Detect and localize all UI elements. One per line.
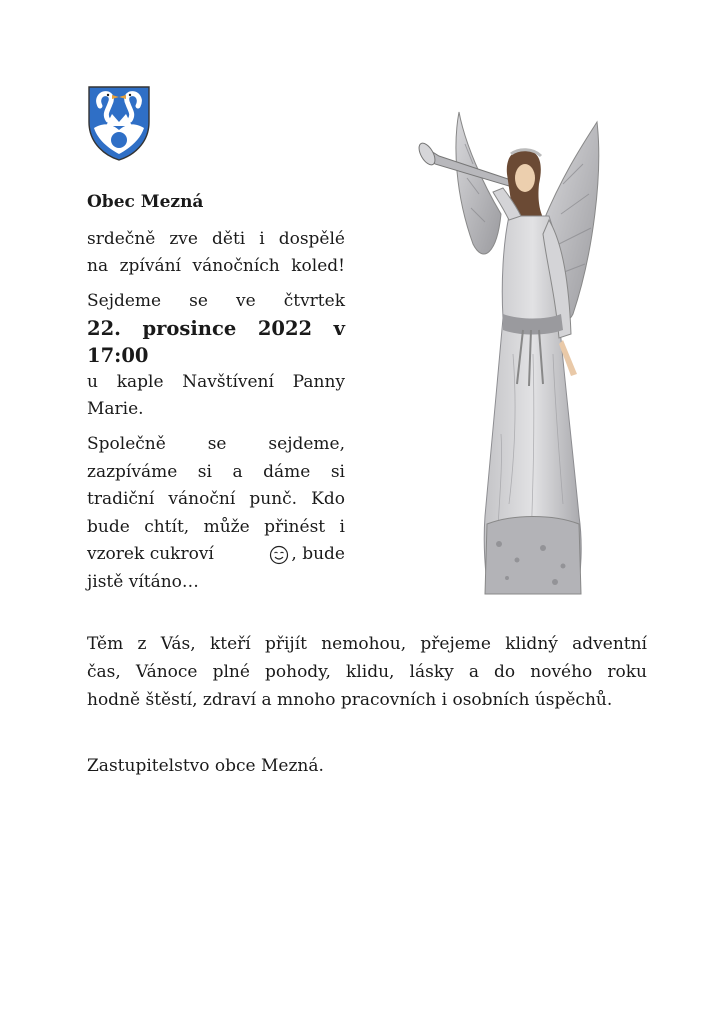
meeting-line-1: Sejdeme se ve čtvrtek [87, 291, 345, 311]
intro-line-1: srdečně zve děti i dospělé [87, 229, 345, 249]
together-line-5b: , bude [291, 544, 345, 564]
meeting-line-3: u kaple Navštívení Panny [87, 372, 345, 392]
together-line-5a: vzorek cukroví [87, 544, 214, 564]
together-line-1: Společně se sejdeme, [87, 434, 345, 454]
intro-paragraph [87, 226, 345, 280]
angel-figurine-image [413, 104, 613, 604]
signature: Zastupitelstvo obce Mezná. [87, 756, 324, 776]
wishes-line-2: čas, Vánoce plné pohody, klidu, lásky a do nového roku [87, 662, 647, 682]
invitation-text-block [87, 190, 345, 604]
together-line-4: bude chtít, může přinést i [87, 516, 345, 537]
wishes-line-1: Těm z Vás, kteří přijít nemohou, přejeme klidný adventní [87, 634, 647, 654]
meeting-paragraph [87, 288, 345, 423]
coat-of-arms-logo [86, 84, 152, 162]
together-line-6: jistě vítáno… [87, 571, 199, 592]
page-title: Obec Mezná [87, 192, 204, 212]
intro-line-2: na zpívání vánočních koled! [87, 256, 345, 276]
meeting-date-time: 22. prosince 2022 v 17:00 [87, 317, 345, 367]
together-line-3: tradiční vánoční punč. Kdo [87, 489, 345, 509]
together-paragraph [87, 431, 345, 596]
smiley-icon [269, 545, 289, 565]
together-line-5 [87, 541, 345, 569]
meeting-line-4: Marie. [87, 399, 144, 419]
wishes-line-3: hodně štěstí, zdraví a mnoho pracovních i osobních úspěchů. [87, 690, 613, 710]
wishes-paragraph [87, 630, 647, 714]
together-line-2: zazpíváme si a dáme si [87, 461, 345, 482]
